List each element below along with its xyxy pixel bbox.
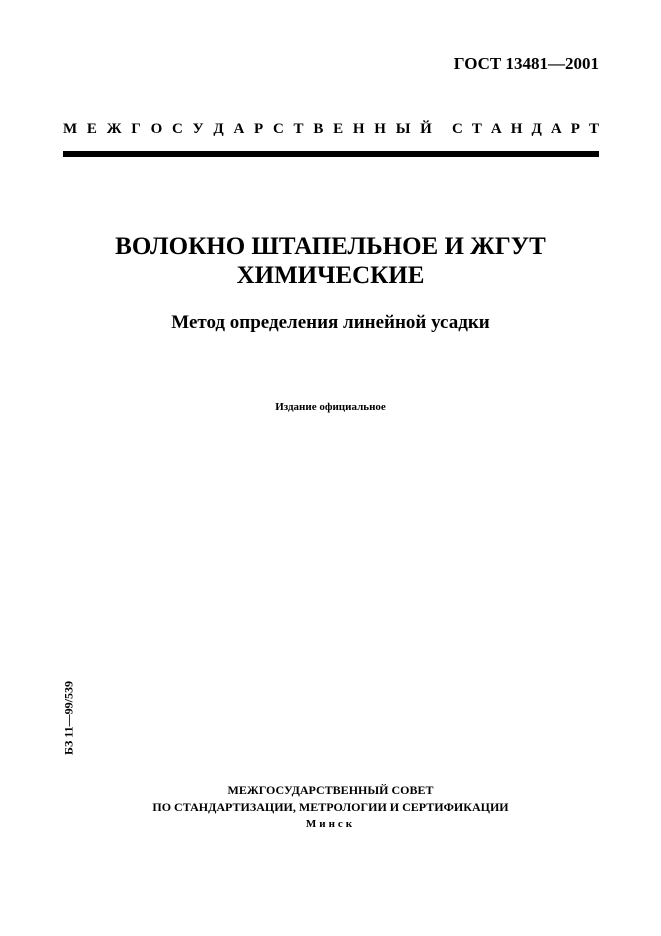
side-code-text: БЗ 11—99/539	[61, 681, 76, 755]
heading-letter: В	[313, 121, 324, 137]
heading-letter: Д	[531, 121, 542, 137]
heading-letter: Ж	[106, 121, 122, 137]
heading-letter: У	[192, 121, 204, 137]
document-title-line-2: ХИМИЧЕСКИЕ	[236, 262, 425, 289]
heading-letter: Н	[510, 121, 523, 137]
heading-letter: Е	[86, 121, 97, 137]
document-title	[0, 232, 661, 290]
heading-letter: Й	[420, 121, 432, 137]
standard-type-word-2	[452, 121, 599, 138]
heading-letter: М	[63, 121, 78, 137]
publisher-line-1: МЕЖГОСУДАРСТВЕННЫЙ СОВЕТ	[227, 783, 434, 797]
standard-type-word-1	[63, 121, 432, 138]
heading-letter: С	[272, 121, 284, 137]
gost-number: ГОСТ 13481—2001	[453, 54, 599, 73]
heading-letter: Н	[374, 121, 386, 137]
heading-letter: Т	[471, 121, 482, 137]
heading-letter: Г	[131, 121, 141, 137]
document-subtitle: Метод определения линейной усадки	[171, 312, 490, 333]
publisher-block	[0, 782, 661, 833]
side-code	[60, 678, 78, 758]
heading-letter: Р	[254, 121, 264, 137]
heading-letter: А	[550, 121, 562, 137]
heading-letter: А	[490, 121, 502, 137]
heading-letter: Ы	[395, 121, 411, 137]
heading-letter: О	[150, 121, 163, 137]
standard-type-heading	[63, 121, 599, 138]
heading-letter: Т	[588, 121, 599, 137]
heading-letter: С	[452, 121, 463, 137]
heading-letter: Т	[293, 121, 304, 137]
heading-letter: С	[172, 121, 183, 137]
publisher-city: Минск	[305, 818, 356, 830]
heading-letter: Д	[213, 121, 224, 137]
edition-note: Издание официальное	[275, 401, 386, 413]
heading-letter: Н	[352, 121, 365, 137]
heading-letter: А	[233, 121, 245, 137]
header-rule	[63, 151, 599, 157]
heading-letter: Р	[570, 121, 580, 137]
publisher-line-2: ПО СТАНДАРТИЗАЦИИ, МЕТРОЛОГИИ И СЕРТИФИКАЦИИ	[152, 800, 509, 814]
document-title-line-1: ВОЛОКНО ШТАПЕЛЬНОЕ И ЖГУТ	[115, 233, 546, 260]
heading-letter: Е	[333, 121, 344, 137]
